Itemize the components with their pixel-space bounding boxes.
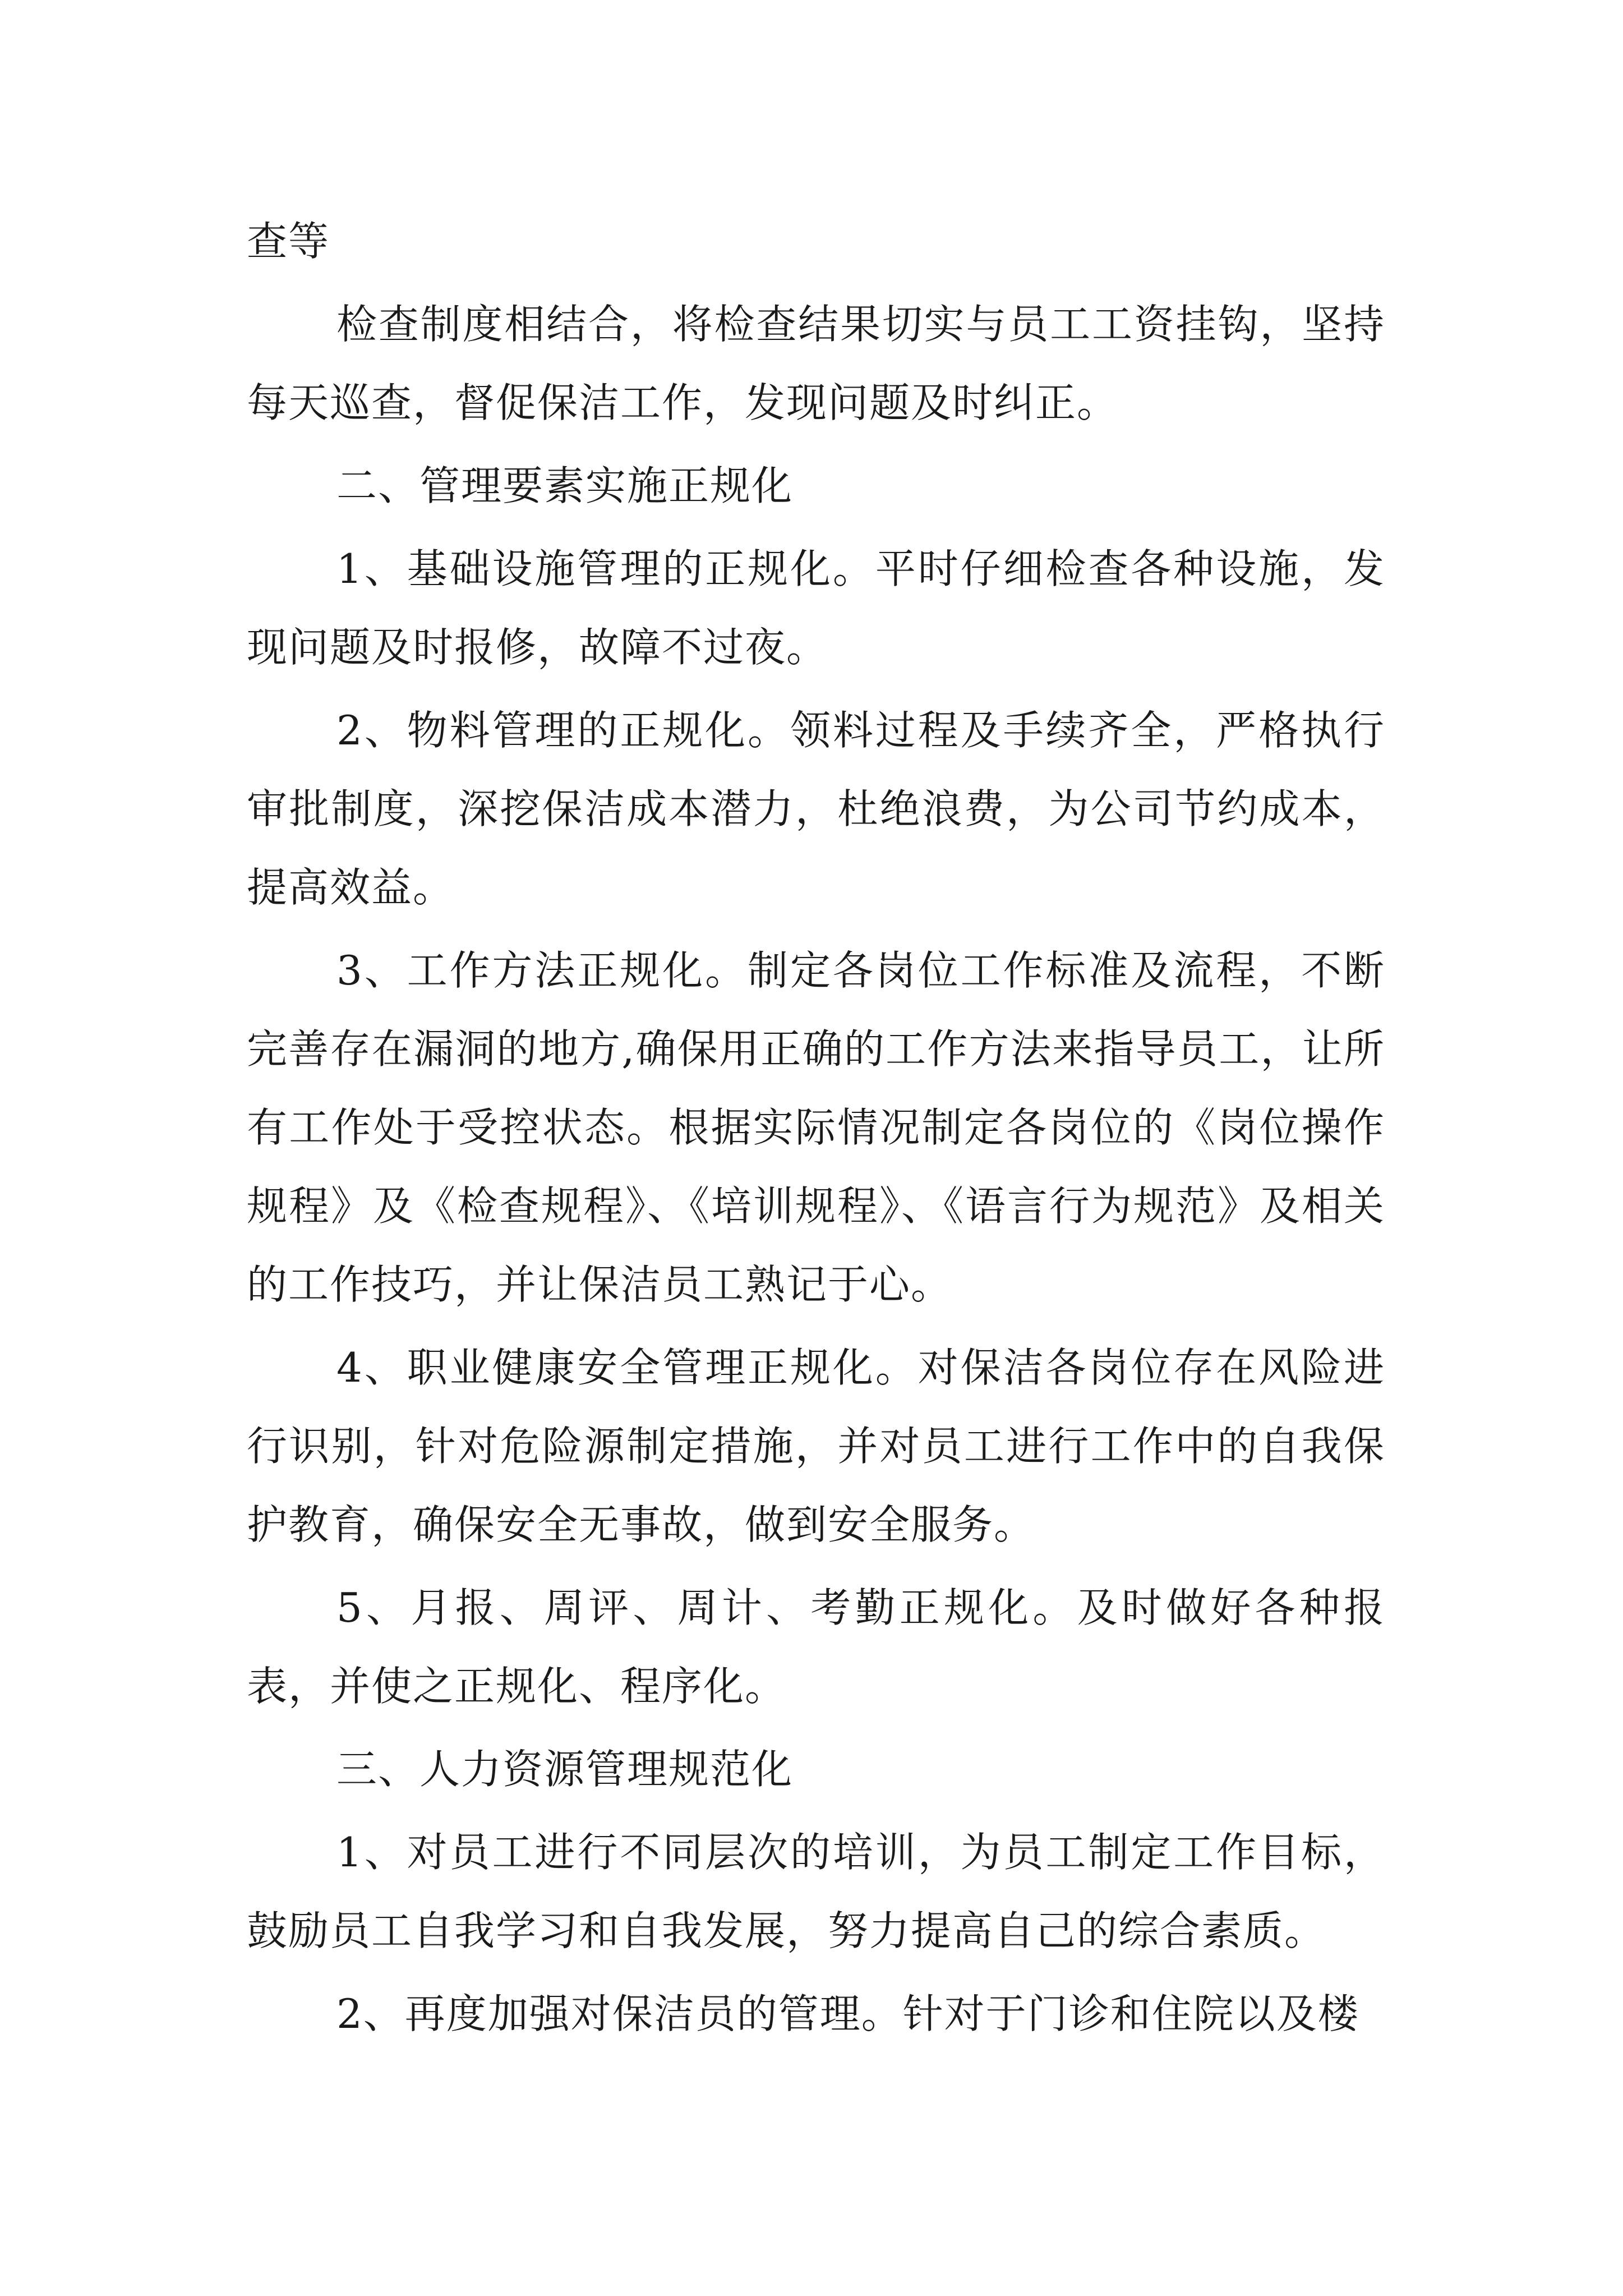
- section-heading-human-resources: 三、人力资源管理规范化: [336, 1746, 794, 1793]
- paragraph-training: 1、对员工进行不同层次的培训，为员工制定工作目标，鼓励员工自我学习和自我发展，努力提高自己的综合素质。: [247, 1829, 1385, 1954]
- paragraph-reports: 5、月报、周评、周计、考勤正规化。及时做好各种报表，并使之正规化、程序化。: [247, 1584, 1385, 1710]
- paragraph-inspection-system: 检查制度相结合，将检查结果切实与员工工资挂钩，坚持每天巡查，督促保洁工作，发现问题及时纠正。: [247, 301, 1385, 426]
- paragraph-materials: 2、物料管理的正规化。领料过程及手续齐全，严格执行审批制度，深挖保洁成本潜力，杜绝浪费，为公司节约成本，提高效益。: [247, 707, 1385, 911]
- paragraph-occupational-safety: 4、职业健康安全管理正规化。对保洁各岗位存在风险进行识别，针对危险源制定措施，并对员工进行工作中的自我保护教育，确保安全无事故，做到安全服务。: [247, 1344, 1385, 1548]
- document-body: [247, 202, 1385, 2053]
- paragraph-cleaner-management: 2、再度加强对保洁员的管理。针对于门诊和住院以及楼: [336, 1990, 1359, 2037]
- section-heading-management-elements: 二、管理要素实施正规化: [336, 462, 794, 509]
- paragraph-continuation: 查等: [247, 218, 330, 265]
- paragraph-work-methods: 3、工作方法正规化。制定各岗位工作标准及流程，不断完善存在漏洞的地方,确保用正确的工作方法来指导员工，让所有工作处于受控状态。根据实际情况制定各岗位的《岗位操作规程》及《检查规程》、《培训规程》、《语言行为规范》及相关的工作技巧，并让保洁员工熟记于心。: [247, 947, 1385, 1308]
- paragraph-infrastructure: 1、基础设施管理的正规化。平时仔细检查各种设施，发现问题及时报修，故障不过夜。: [247, 545, 1385, 671]
